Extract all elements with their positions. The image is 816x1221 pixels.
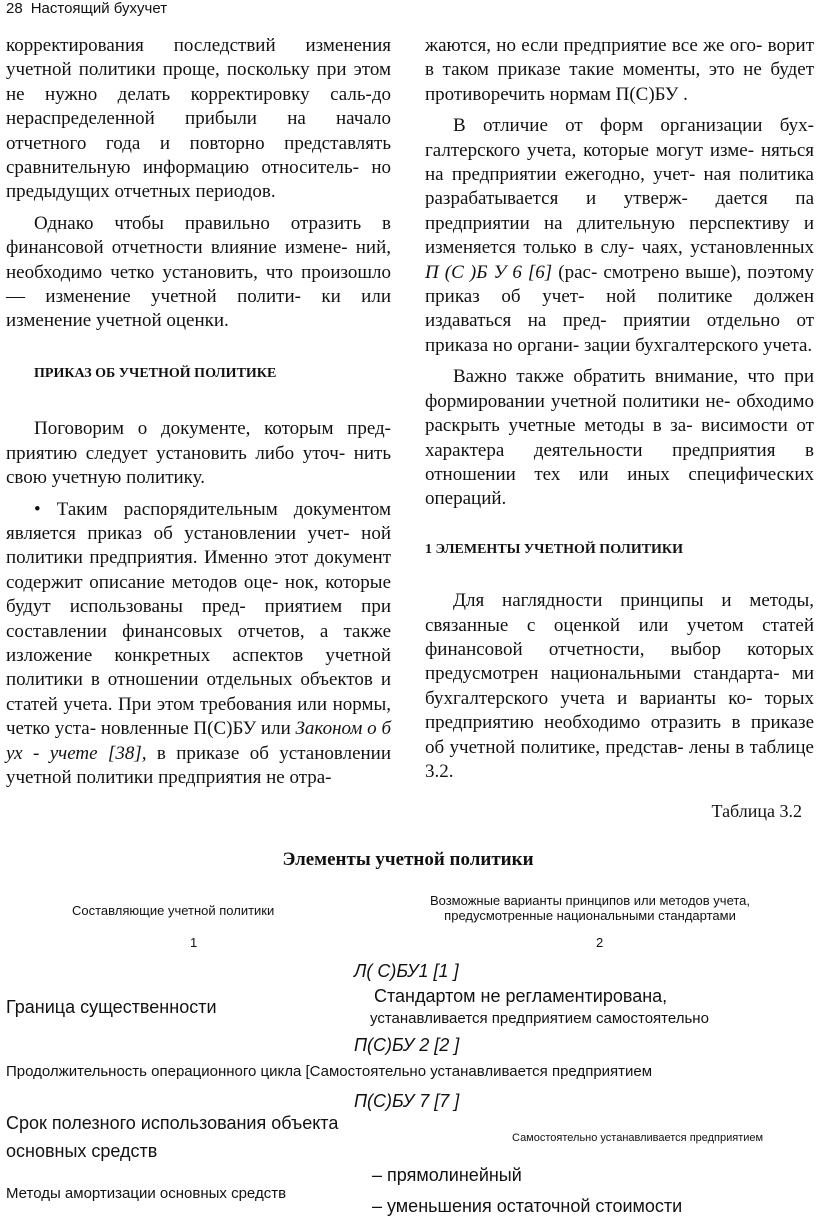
table-col2-header <box>390 893 790 923</box>
page-number: 28 <box>6 0 23 17</box>
row-operating-cycle: Продолжительность операционного цикла [Самостоятельно устанавливается предприятием <box>6 1063 653 1080</box>
table-col2-header-line2: предусмотренные национальными стандартами <box>444 908 736 923</box>
left-paragraph-2: Однако чтобы правильно отразить в финансовой отчетности влияние измене- ний, необходимо четко установить, что произошло — изменение учетной полити- ки или изменение учетной оценки. <box>6 212 391 332</box>
right-paragraph-4: Для наглядности принципы и методы, связанные с оценкой или учетом статей финансовой отчетности, выбор которых предусмотрен национальными стандарта- ми бухгалтерского учета и варианты ко- торых предприятию необходимо отразить в приказе об учетной политике, представ- лены в таблице 3.2. <box>425 590 814 782</box>
row-depreciation-label: Методы амортизации основных средств <box>6 1185 287 1202</box>
section-heading-elements: 1 ЭЛЕМЕНТЫ УЧЕТНОЙ ПОЛИТИКИ <box>425 541 683 557</box>
table-col2-number: 2 <box>596 935 604 950</box>
table-title: Элементы учетной политики <box>282 849 534 870</box>
right-p2-italic-ref: П (С )Б У 6 [6] <box>425 261 553 283</box>
row-materiality-label: Граница существенности <box>6 997 217 1017</box>
right-paragraph-3: Важно также обратить внимание, что при формировании учетной политики не- обходимо раскрыть учетные методы в за- висимости от характера деятельности предприятия в отношении тех или иных специфических операций. <box>425 366 814 510</box>
row-useful-life-label-line1: Срок полезного использования объекта <box>6 1113 339 1133</box>
row-depreciation-option-2: – уменьшения остаточной стоимости <box>372 1196 683 1216</box>
standard-ref-2: П(С)БУ 2 [2 ] <box>354 1035 460 1055</box>
standard-ref-1: Л( С)БУ1 [1 ] <box>354 961 459 981</box>
section-heading-policy-order: ПРИКАЗ ОБ УЧЕТНОЙ ПОЛИТИКЕ <box>34 365 277 381</box>
table-col2-header-line1: Возможные варианты принципов или методов учета, <box>429 893 751 908</box>
right-p2-start: В отличие от форм организации бух- галтерского учета, которые могут изме- няться на предприятии ежегодно, учет- ная политика разрабатывается и утверж- дается па предприятии на длительную перспективу и изменяется только в слу- чаях, установленных <box>425 115 814 259</box>
row-materiality-value-line1: Стандартом не регламентирована, <box>374 986 668 1006</box>
left-paragraph-1: корректирования последствий изменения учетной политики проще, поскольку при этом не нужно делать корректировку саль-до нераспределенной прибыли на начало отчетного года и повторно представлять сравнительную информацию относитель- но предыдущих отчетных периодов. <box>6 35 391 203</box>
left-paragraph-4 <box>6 498 391 791</box>
table-caption: Таблица 3.2 <box>711 801 802 821</box>
left-p4-italic-law: Законом о б ух - учете [38], <box>6 718 391 764</box>
left-paragraph-3: Поговорим о документе, которым пред- приятию следует установить либо уточ- нить свою учетную политику. <box>6 418 391 489</box>
right-paragraph-2 <box>425 114 814 358</box>
right-p2-end: (рас- смотрено выше), поэтому приказ об учет- ной политике должен издаваться на пред- приятии отдельно от приказа но органи- зации бухгалтерского учета. <box>425 261 815 356</box>
table-col1-header: Составляющие учетной политики <box>72 903 275 918</box>
standard-ref-3: П(С)БУ 7 [7 ] <box>354 1091 460 1111</box>
row-useful-life-value: Самостоятельно устанавливается предприятием <box>512 1132 764 1144</box>
row-materiality-value-line2: устанавливается предприятием самостоятельно <box>370 1010 709 1027</box>
left-column <box>6 34 391 790</box>
left-p4-end: в приказе об установлении учетной политики предприятия не отра- <box>6 742 392 788</box>
row-depreciation-option-1: – прямолинейный <box>372 1165 522 1185</box>
running-head <box>6 0 167 17</box>
table-col1-number: 1 <box>190 935 198 950</box>
running-title: Настоящий бухучет <box>30 0 168 17</box>
right-paragraph-1: жаются, но если предприятие все же ого- ворит в таком приказе такие моменты, это не будет противоречить нормам П(С)БУ . <box>425 35 814 105</box>
right-column <box>425 34 814 784</box>
left-p4-main: Таким распорядительным документом является приказ об установлении учет- ной политики предприятия. Именно этот документ содержит описание методов оце- нок, которые будут использованы пред- приятием при составлении финансовых отчетов, а также изложение конкретных аспектов учетной политики в отношении отдельных объектов и статей учета. При этом требования или нормы, четко уста- новленные П(С)БУ или <box>6 498 391 740</box>
row-useful-life-label-line2: основных средств <box>6 1141 158 1161</box>
